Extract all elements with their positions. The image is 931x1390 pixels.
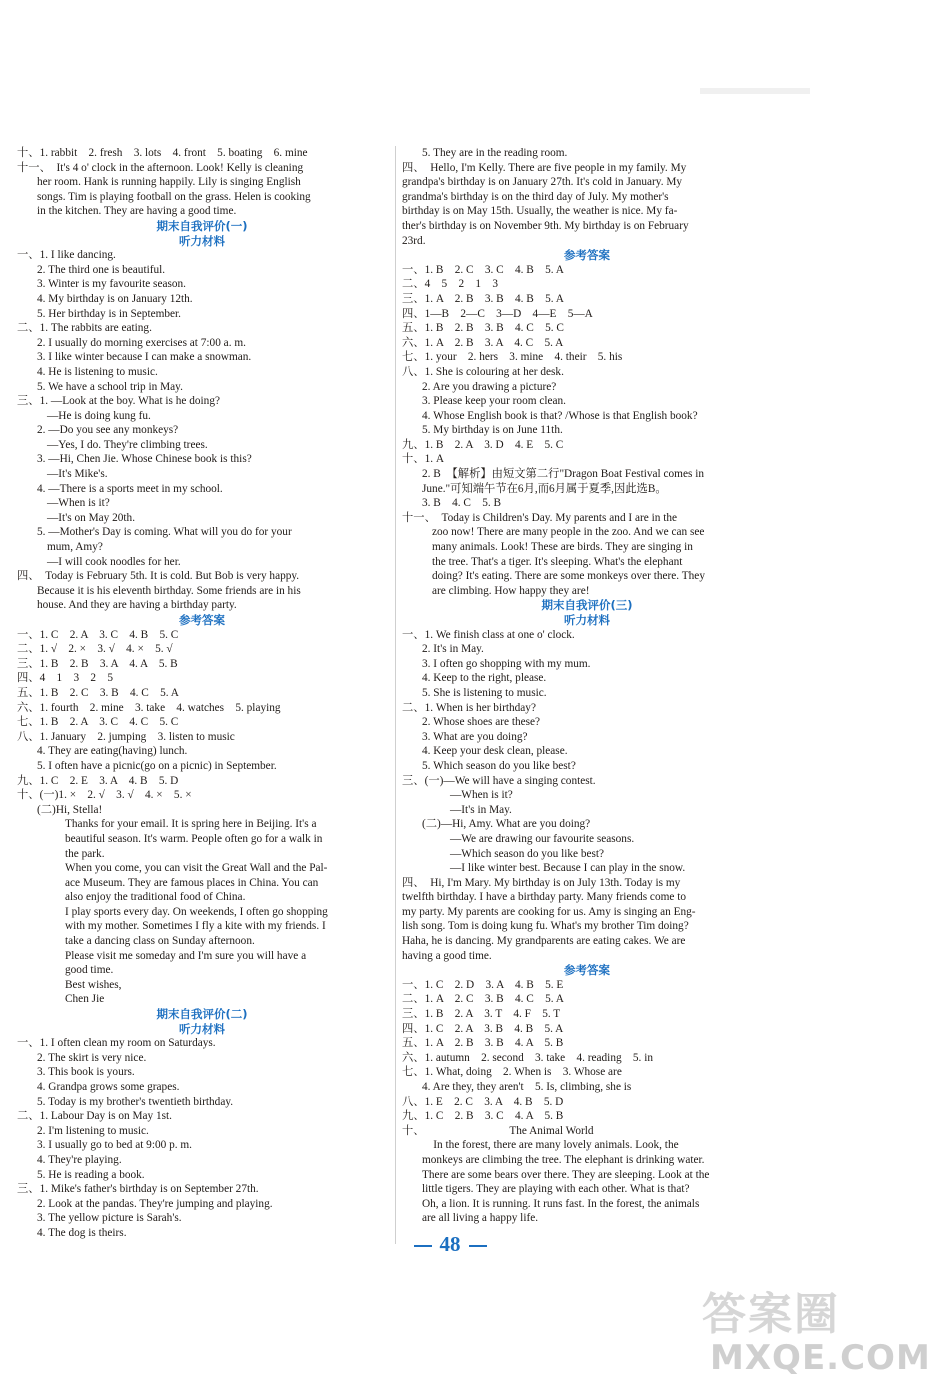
text-line: Oh, a lion. It is running. It runs fast. In the forest, the animals [422, 1197, 700, 1210]
text-line: —Yes, I do. They're climbing trees. [47, 438, 208, 451]
text-line: 5. He is reading a book. [37, 1168, 145, 1181]
text-line: —It's Mike's. [47, 468, 108, 481]
text-line: —I will cook noodles for her. [47, 555, 181, 568]
text-line: 八、1. January 2. jumping 3. listen to music [17, 730, 235, 743]
text-line: —When is it? [450, 789, 513, 802]
page-number [0, 1232, 900, 1257]
text-line: 2. —Do you see any monkeys? [37, 424, 179, 437]
text-line: the tree. That's a tiger. It's sleeping. What's the elephant [432, 555, 683, 568]
text-line: 5. Today is my brother's twentieth birthday. [37, 1095, 234, 1108]
text-line: 2. Whose shoes are these? [422, 716, 541, 729]
text-line: 十、1. rabbit 2. fresh 3. lots 4. front 5. boating 6. mine [17, 147, 308, 159]
text-line: Chen Jie [65, 993, 105, 1006]
section-heading: 参考答案 [564, 963, 610, 978]
text-line: 三、1. B 2. A 3. T 4. F 5. T [402, 1008, 561, 1021]
text-line: are climbing. How happy they are! [432, 584, 590, 597]
text-line: 九、1. C 2. E 3. A 4. B 5. D [17, 774, 179, 787]
text-line: 二、1. Labour Day is on May 1st. [17, 1110, 173, 1123]
text-line: 5. My birthday is on June 11th. [422, 424, 563, 437]
text-line: in the kitchen. They are having a good time. [37, 205, 237, 218]
text-line: 九、1. B 2. A 3. D 4. E 5. C [402, 438, 564, 451]
text-line: 2. I usually do morning exercises at 7:00 a. m. [37, 336, 246, 349]
watermark-logo [688, 1274, 931, 1384]
text-line: 四、4 1 3 2 5 [17, 672, 114, 685]
text-line: birthday is on May 15th. Usually, the weather is nice. My fa- [402, 205, 678, 218]
text-line: 5. Which season do you like best? [422, 759, 576, 772]
text-line: 3. Please keep your room clean. [422, 395, 566, 408]
text-line: 2. Are you drawing a picture? [422, 380, 557, 393]
text-line: 3. I often go shopping with my mum. [422, 657, 591, 670]
text-line: 三、1. —Look at the boy. What is he doing? [17, 395, 220, 408]
text-line: little tigers. They are playing with each other. What is that? [422, 1183, 690, 1196]
text-line: 4. The dog is theirs. [37, 1226, 127, 1239]
text-line: Best wishes, [65, 978, 122, 991]
text-line: I play sports every day. On weekends, I often go shopping [65, 905, 328, 918]
text-line: 六、1. fourth 2. mine 3. take 4. watches 5. playing [17, 701, 281, 714]
text-line: 一、1. C 2. A 3. C 4. B 5. C [17, 628, 179, 641]
text-line: the park. [65, 847, 105, 860]
text-line: 五、1. B 2. C 3. B 4. C 5. A [17, 686, 179, 699]
text-line: 5. They are in the reading room. [422, 147, 568, 159]
text-line: June."可知端午节在6月,而6月属于夏季,因此选B。 [422, 482, 667, 495]
text-line: 七、1. your 2. hers 3. mine 4. their 5. his [402, 351, 623, 364]
text-line: 5. Her birthday is in September. [37, 307, 182, 320]
text-line: songs. Tim is playing football on the grass. Helen is cooking [37, 190, 311, 203]
text-line: 2. I'm listening to music. [37, 1124, 149, 1137]
section-heading: 听力材料 [564, 613, 610, 627]
text-line: my party. My parents are cooking for us. Amy is singing an Eng- [402, 905, 696, 918]
text-line: with my mother. Sometimes I fly a kite with my friends. I [65, 920, 326, 933]
section-heading: 听力材料 [179, 233, 225, 248]
watermark-site: MXQE.COM [710, 1338, 931, 1378]
text-line: 四、1. C 2. A 3. B 4. B 5. A [402, 1022, 564, 1035]
text-line: 二、4 5 2 1 3 [402, 278, 499, 291]
text-line: 四、 Hi, I'm Mary. My birthday is on July 13th. Today is my [402, 876, 681, 889]
text-line: mum, Amy? [47, 541, 103, 554]
text-line: 3. —Hi, Chen Jie. Whose Chinese book is this? [37, 453, 252, 466]
text-line: 四、 Today is February 5th. It is cold. But Bob is very happy. [17, 570, 300, 583]
section-heading: 参考答案 [179, 613, 225, 627]
text-line: 三、(一)—We will have a singing contest. [402, 774, 596, 787]
text-line: 一、1. C 2. D 3. A 4. B 5. E [402, 978, 564, 991]
text-line: 二、1. When is her birthday? [402, 701, 536, 714]
text-line: —It's in May. [450, 803, 512, 816]
text-line: lish song. Tom is doing kung fu. What's my brother Tim doing? [402, 920, 689, 933]
text-line: 三、1. B 2. B 3. A 4. A 5. B [17, 657, 178, 670]
text-line: —We are drawing our favourite seasons. [450, 832, 635, 845]
text-line: 3. I usually go to bed at 9:00 p. m. [37, 1139, 193, 1152]
text-line: 五、1. B 2. B 3. B 4. C 5. C [402, 322, 564, 335]
text-line: Please visit me someday and I'm sure you will have a [65, 949, 307, 962]
text-line: —When is it? [47, 497, 110, 510]
section-heading: 期末自我评价(三) [541, 598, 633, 613]
text-line: beautiful season. It's warm. People often go for a walk in [65, 832, 323, 845]
text-line: 23rd. [402, 234, 426, 247]
text-line: ther's birthday is on November 9th. My birthday is on February [402, 219, 689, 232]
text-line: are all living a happy life. [422, 1212, 539, 1225]
text-line: 3. Winter is my favourite season. [37, 278, 186, 291]
text-line: having a good time. [402, 949, 492, 962]
text-line: good time. [65, 964, 114, 977]
text-line: 5. I often have a picnic(go on a picnic) in September. [37, 759, 277, 772]
page-number-text: 48 [439, 1232, 461, 1256]
text-line: 2. Look at the pandas. They're jumping and playing. [37, 1197, 273, 1210]
section-heading: 期末自我评价(一) [156, 218, 248, 233]
text-line: 十一、 Today is Children's Day. My parents and I are in the [402, 511, 678, 524]
text-line: 5. —Mother's Day is coming. What will you do for your [37, 526, 292, 539]
text-line: 一、1. I like dancing. [17, 249, 116, 262]
text-line: her room. Hank is running happily. Lily is singing English [37, 176, 301, 189]
text-line: 2. It's in May. [422, 643, 484, 656]
text-line: —Which season do you like best? [450, 847, 605, 860]
column-divider [395, 146, 396, 1244]
text-line: 八、1. She is colouring at her desk. [402, 365, 564, 378]
text-line: 五、1. A 2. B 3. B 4. A 5. B [402, 1037, 564, 1050]
text-line: twelfth birthday. I have a birthday party. Many friends come to [402, 891, 687, 904]
text-line: house. And they are having a birthday party. [37, 599, 237, 612]
text-line: 二、1. √ 2. × 3. √ 4. × 5. √ [17, 643, 173, 656]
text-line: —I like winter best. Because I can play in the snow. [450, 862, 686, 875]
text-line: 5. She is listening to music. [422, 686, 547, 699]
text-line: 2. The third one is beautiful. [37, 263, 166, 276]
text-line: 4. Are they, they aren't 5. Is, climbing, she is [422, 1081, 632, 1093]
text-line: In the forest, there are many lovely animals. Look, the [422, 1139, 679, 1152]
text-line: take a dancing class on Sunday afternoon. [65, 935, 255, 948]
text-line: 一、1. B 2. C 3. C 4. B 5. A [402, 263, 564, 276]
text-line: 一、1. We finish class at one o' clock. [402, 628, 575, 641]
text-line: 3. The yellow picture is Sarah's. [37, 1212, 182, 1225]
text-line: —It's on May 20th. [47, 511, 136, 524]
section-heading: 参考答案 [564, 248, 610, 263]
text-line: zoo now! There are many people in the zoo. And we can see [432, 526, 705, 539]
text-line: 二、1. A 2. C 3. B 4. C 5. A [402, 993, 564, 1006]
text-line: 4. They are eating(having) lunch. [37, 745, 188, 758]
text-line: ace Museum. They are famous places in China. You can [65, 876, 319, 889]
text-line: 5. We have a school trip in May. [37, 380, 183, 393]
text-line: (二)Hi, Stella! [37, 803, 103, 816]
text-line: 4. Grandpa grows some grapes. [37, 1081, 180, 1093]
text-line: many animals. Look! These are birds. They are singing in [432, 541, 693, 554]
text-line: 七、1. B 2. A 3. C 4. C 5. C [17, 716, 179, 729]
right-column [402, 146, 772, 1226]
page-number-dash-right [469, 1245, 487, 1247]
page-number-dash-left [414, 1245, 432, 1247]
text-line: 一、1. I often clean my room on Saturdays. [17, 1037, 216, 1050]
text-line: Thanks for your email. It is spring here in Beijing. It's a [65, 818, 317, 831]
text-line: 3. What are you doing? [422, 730, 528, 743]
watermark-chars: 答案圈 [702, 1289, 840, 1340]
text-line: 六、1. A 2. B 3. A 4. C 5. A [402, 336, 564, 349]
text-line: 4. —There is a sports meet in my school. [37, 482, 223, 495]
text-line: monkeys are climbing the tree. The elephant is drinking water. [422, 1153, 705, 1166]
text-line: also enjoy the traditional food of China. [65, 891, 246, 904]
text-line: 3. I like winter because I can make a snowman. [37, 351, 252, 364]
text-line: Haha, he is dancing. My grandparents are eating cakes. We are [402, 935, 686, 948]
text-line: 2. The skirt is very nice. [37, 1051, 147, 1064]
text-line: 八、1. E 2. C 3. A 4. B 5. D [402, 1095, 564, 1108]
text-line: 四、 Hello, I'm Kelly. There are five people in my family. My [402, 161, 687, 174]
section-heading: 期末自我评价(二) [156, 1007, 248, 1022]
text-line: 4. Keep your desk clean, please. [422, 745, 568, 758]
text-line: Because it is his eleventh birthday. Some friends are in his [37, 584, 301, 597]
top-margin-smudge [700, 88, 810, 94]
text-line: 十、(一)1. × 2. √ 3. √ 4. × 5. × [17, 789, 192, 802]
text-line: 十一、 It's 4 o' clock in the afternoon. Look! Kelly is cleaning [17, 161, 304, 174]
text-line: There are some bears over there. They are sleeping. Look at the [422, 1168, 710, 1181]
text-line: 4. Keep to the right, please. [422, 672, 547, 685]
text-line: —He is doing kung fu. [47, 409, 151, 422]
text-line: 七、1. What, doing 2. When is 3. Whose are [402, 1066, 622, 1079]
text-line: 三、1. A 2. B 3. B 4. B 5. A [402, 292, 564, 305]
text-line: 十、1. A [402, 453, 445, 466]
text-line: 3. This book is yours. [37, 1066, 135, 1079]
text-line: doing? It's eating. There are some monkeys over there. They [432, 570, 705, 583]
text-line: 4. My birthday is on January 12th. [37, 292, 193, 305]
text-line: 3. B 4. C 5. B [422, 497, 502, 510]
text-line: grandma's birthday is on the third day of July. My mother's [402, 190, 669, 203]
left-column [17, 146, 387, 1241]
text-line: 二、1. The rabbits are eating. [17, 322, 152, 335]
text-line: 4. He is listening to music. [37, 365, 158, 378]
text-line: 十、 The Animal World [402, 1124, 594, 1137]
text-line: 九、1. C 2. B 3. C 4. A 5. B [402, 1110, 564, 1123]
text-line: 四、1—B 2—C 3—D 4—E 5—A [402, 307, 593, 320]
text-line: (二)—Hi, Amy. What are you doing? [422, 818, 591, 831]
text-line: When you come, you can visit the Great Wall and the Pal- [65, 862, 328, 875]
section-heading: 听力材料 [179, 1021, 225, 1036]
text-line: 4. They're playing. [37, 1153, 122, 1166]
text-line: 2. B 【解析】由短文第二行"Dragon Boat Festival comes in [422, 468, 704, 481]
text-line: 4. Whose English book is that? /Whose is that English book? [422, 409, 698, 422]
text-line: 三、1. Mike's father's birthday is on September 27th. [17, 1183, 259, 1196]
text-line: grandpa's birthday is on January 27th. It's cold in January. My [402, 176, 683, 189]
text-line: 六、1. autumn 2. second 3. take 4. reading 5. in [402, 1051, 653, 1064]
